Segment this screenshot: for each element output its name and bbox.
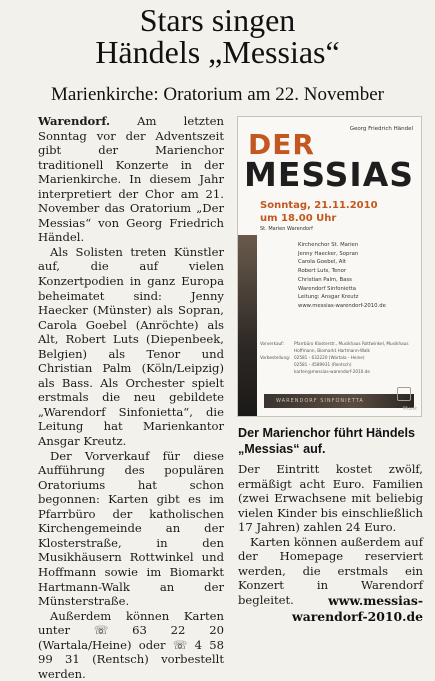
poster-info-key	[260, 361, 294, 368]
poster-credits	[298, 241, 414, 311]
paragraph-2: Als Solisten treten Künstler auf, die auf vielen Konzertpodien in ganz Europa beheimatet sind: Jenny Haecker (Münster) als Sopran, Carola Goebel (Anröchte) als Alt, Robert Luts (Diepenbeek, Belgien) als Tenor und Christian Palm (Köln/Leipzig) als Bass. Als Orchester spielt erstmals die neu gebildete „Warendorf Sinfonietta“, die Leitung hat Marienkantor Ansgar Kreutz.	[38, 244, 224, 449]
poster-time: um 18.00 Uhr	[260, 213, 337, 224]
poster-credit: Jenny Haecker, Sopran	[298, 250, 359, 257]
poster-logo-icon	[397, 387, 411, 401]
paragraph-4	[38, 609, 224, 681]
poster-info-table	[260, 340, 414, 375]
headline	[0, 4, 435, 68]
poster-composer: Georg Friedrich Händel	[349, 126, 413, 132]
poster-credit: Leitung: Ansgar Kreutz	[298, 294, 359, 301]
article-column-left	[38, 114, 224, 681]
paragraph-6: Karten können außerdem auf der Homepage reserviert werden, die erstmals ein Konzert in Warendorf begleitet.	[238, 534, 423, 607]
phone-1: ☏ 63 22 20 (Wartala/Heine) oder	[38, 623, 224, 652]
poster-footer-text: WARENDORF SINFONIETTA	[276, 398, 364, 404]
poster-info-row	[260, 354, 414, 361]
poster-credit: Kirchenchor St. Marien	[298, 242, 359, 248]
website-link-line-2: warendorf-2010.de	[292, 608, 423, 624]
poster-info-key	[260, 368, 294, 375]
paragraph-5: Der Eintritt kostet zwölf, ermäßigt acht Euro. Familien (zwei Erwachsene mit beliebig vielen Kinder bis einschließlich 17 Jahren) zahlen 24 Euro.	[238, 462, 423, 535]
poster-date: Sonntag, 21.11.2010	[260, 200, 378, 211]
poster-venue: St. Marien Warendorf	[260, 226, 313, 232]
poster-title-main: MESSIAS	[244, 155, 415, 194]
headline-line-2: Händels „Messias“	[95, 34, 340, 70]
poster-info-row	[260, 368, 414, 375]
article-column-right	[238, 462, 423, 607]
paragraph-1-text: Am letzten Sonntag vor der Adventszeit gibt der Marienchor traditionell Konzerte in der Marienkirche. In diesem Jahr interpretiert der Chor am 21. November das Oratorium „Der Messias“ von Georg Friedrich Händel.	[38, 114, 224, 245]
poster-info-value: karten@messias-warendorf-2010.de	[294, 369, 370, 374]
subheadline: Marienkirche: Oratorium am 22. November	[51, 84, 384, 105]
poster-info-key: Vorbestellung:	[260, 355, 291, 360]
poster-corner-mark: Musik	[402, 406, 417, 412]
dateline-lead: Warendorf.	[38, 114, 110, 128]
poster-info-key: Vorverkauf:	[260, 341, 284, 346]
website-link[interactable]	[238, 593, 423, 624]
poster-credit: www.messias-warendorf-2010.de	[298, 302, 386, 309]
poster-credit: Carola Goebel, Alt	[298, 259, 346, 266]
concert-poster-image	[237, 116, 422, 417]
website-link-line-1: www.messias-	[328, 593, 423, 608]
poster-stripe	[238, 235, 257, 416]
paragraph-1	[38, 114, 224, 245]
image-caption: Der Marienchor führt Händels „Messias“ auf.	[238, 426, 416, 456]
poster-info-value: Pfarrbüro Klosterstr., Musikhaus Rottwinkel, Musikhaus Hoffmann, Biomarkt Hartmann-Walk	[294, 341, 409, 353]
poster-info-row	[260, 361, 414, 368]
poster-footer-bar	[264, 394, 414, 408]
headline-line-1: Stars singen	[139, 2, 296, 38]
poster-credit: Robert Luts, Tenor	[298, 268, 347, 275]
poster-title-top: DER	[248, 128, 315, 161]
poster-credit: Christian Palm, Bass	[298, 276, 352, 283]
paragraph-3: Der Vorverkauf für diese Aufführung des populären Oratoriums hat schon begonnen: Karten gibt es im Pfarrbüro der katholischen Kirchengemeinde an der Klosterstraße, in den Musikhäusern Rottwinkel und Hoffmann sowie im Biomarkt Hartmann-Walk an der Münsterstraße.	[38, 448, 224, 609]
poster-credit: Warendorf Sinfonietta	[298, 285, 356, 292]
poster-info-value: 02581 - 632220 (Wartala - Heine)	[294, 355, 365, 360]
paragraph-4-text: Außerdem können Karten unter	[38, 608, 224, 638]
poster-info-value: 02581 - 4589931 (Rentsch)	[294, 362, 352, 367]
phone-2: ☏ 4 58 99 31 (Rentsch) vorbestellt werden.	[38, 637, 224, 681]
poster-info-row	[260, 340, 414, 354]
